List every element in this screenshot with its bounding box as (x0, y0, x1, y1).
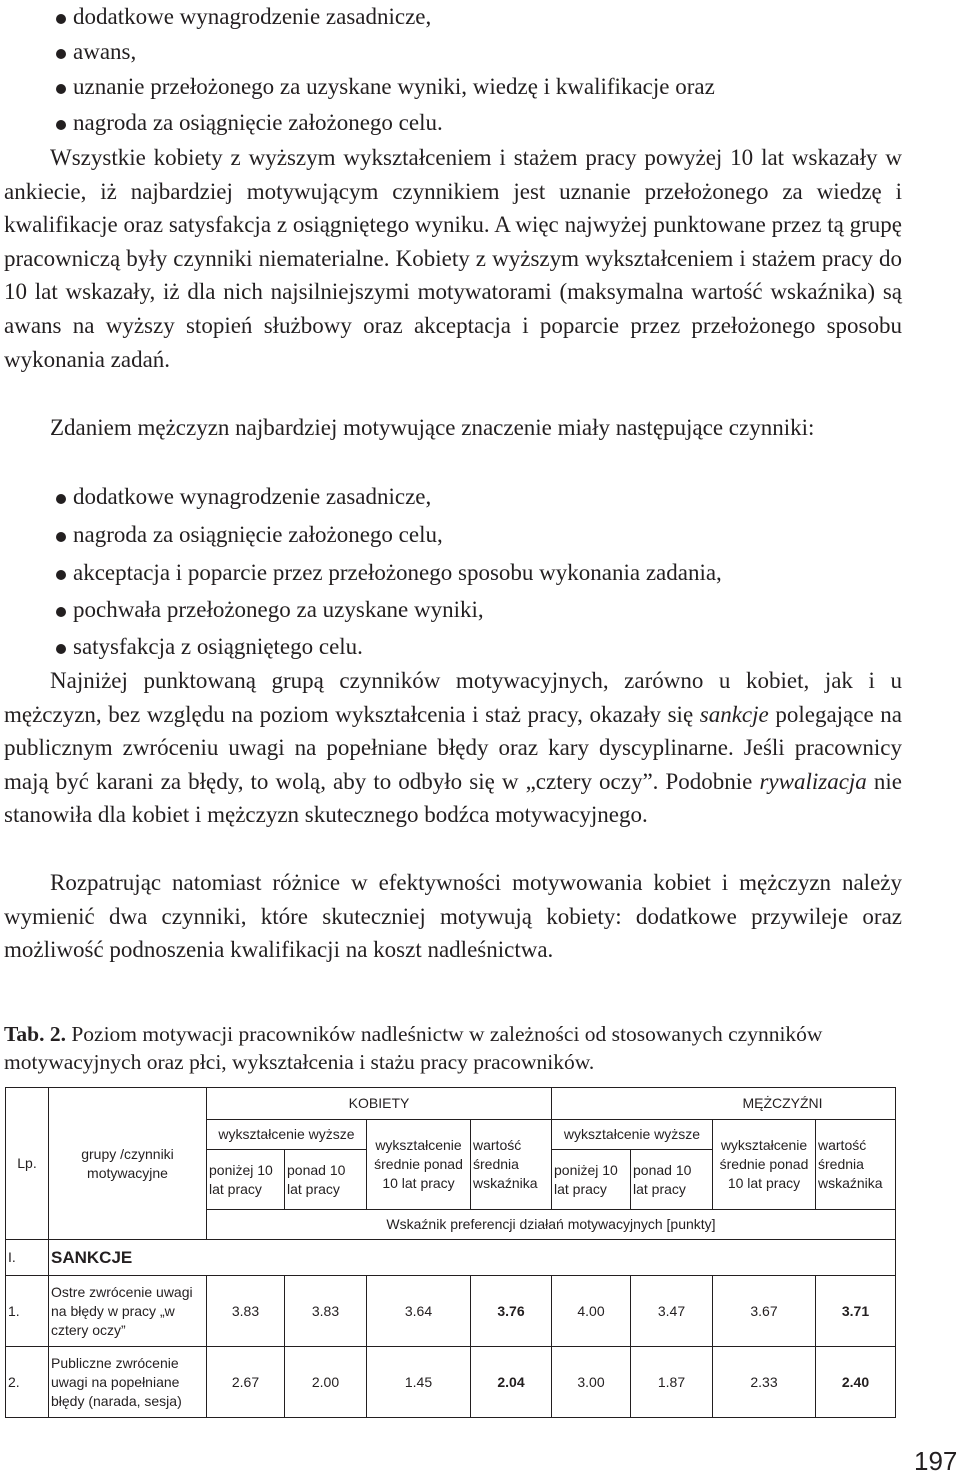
section-number: I. (6, 1240, 49, 1276)
table-cell: 3.47 (631, 1276, 713, 1347)
row-lp: 2. (6, 1347, 49, 1418)
paragraph-men-intro: Zdaniem mężczyzn najbardziej motywujące znaczenie miały następujące czynniki: (50, 415, 815, 440)
bullet-icon (56, 570, 66, 580)
bullet-icon (56, 49, 66, 59)
women-under-10-header: poniżej 10 lat pracy (207, 1150, 285, 1210)
table-cell: 3.83 (207, 1276, 285, 1347)
groups-header: grupy /czynniki motywacyjne (49, 1088, 207, 1240)
table-cell: 3.83 (285, 1276, 367, 1347)
table-cell: 1.87 (631, 1347, 713, 1418)
bullet-icon (56, 607, 66, 617)
women-header: KOBIETY (207, 1088, 552, 1120)
paragraph-differences: Rozpatrując natomiast różnice w efektywności motywowania kobiet i mężczyzn należy wymienić dwa czynniki, które skuteczniej motywują kobiety: dodatkowe przywileje oraz możliwość podnoszenia kwalifikacji na koszt nadleśnictwa. (4, 870, 902, 963)
table-cell: 2.00 (285, 1347, 367, 1418)
page-number: 197 (914, 1446, 958, 1476)
men-index-header: wartość średnia wskaźnika (816, 1120, 896, 1210)
women-secondary-header: wykształcenie średnie ponad 10 lat pracy (367, 1120, 471, 1210)
table-cell: 4.00 (552, 1276, 631, 1347)
table-caption: Tab. 2. Poziom motywacji pracowników nadleśnictw w zależności od stosowanych czynników motywacyjnych oraz płci, wykształcenia i stażu pracy pracowników. (4, 1022, 823, 1074)
lp-header: Lp. (6, 1088, 49, 1240)
men-secondary-header: wykształcenie średnie ponad 10 lat pracy (713, 1120, 816, 1210)
motivation-table (5, 1087, 896, 1418)
preference-index-header: Wskaźnik preferencji działań motywacyjnych [punkty] (207, 1210, 896, 1240)
row-factor-name: Publiczne zwrócenie uwagi na popełniane błędy (narada, sesja) (49, 1347, 207, 1418)
men-header: MĘŻCZYŹNI (552, 1088, 896, 1120)
row-factor-name: Ostre zwrócenie uwagi na błędy w pracy „w cztery oczy” (49, 1276, 207, 1347)
women-index-header: wartość średnia wskaźnika (471, 1120, 552, 1210)
table-cell: 2.40 (816, 1347, 896, 1418)
table-cell: 3.64 (367, 1276, 471, 1347)
paragraph-women: Wszystkie kobiety z wyższym wykształceniem i stażem pracy powyżej 10 lat wskazały w ankiecie, iż najbardziej motywującym czynnikiem jest uznanie przełożonego za wiedzę i kwalifikacje oraz satysfakcja z osiągniętego wyniku. A więc najwyżej punktowane przez tą grupę pracowniczą były czynniki niematerialne. Kobiety z wyższym wykształceniem i stażem pracy do 10 lat wskazały, iż dla nich najsilniejszymi motywatorami (maksymalna wartość wskaźnika) są awans na wyższy stopień służbowy oraz akceptacja i poparcie przez przełożonego sposobu wykonania zadań. (4, 145, 902, 372)
bullet-icon (56, 494, 66, 504)
men-over-10-header: ponad 10 lat pracy (631, 1150, 713, 1210)
women-over-10-header: ponad 10 lat pracy (285, 1150, 367, 1210)
row-lp: 1. (6, 1276, 49, 1347)
document-page: dodatkowe wynagrodzenie zasadnicze, awans, uznanie przełożonego za uzyskane wyniki, wiedzę i kwalifikacje oraz nagroda za osiągnięcie założonego celu. Wszystkie kobiety z wyższym wykształceniem i stażem pracy powyżej 10 lat wskazały w ankiecie, iż najbardziej motywującym czynnikiem jest uznanie przełożonego za wiedzę i kwalifikacje oraz satysfakcja z osiągniętego wyniku. A więc najwyżej punktowane przez tą grupę pracowniczą były czynniki niematerialne. Kobiety z wyższym wykształceniem i stażem pracy do 10 lat wskazały, iż dla nich najsilniejszymi motywatorami (maksymalna wartość wskaźnika) są awans na wyższy stopień służbowy oraz akceptacja i poparcie przez przełożonego sposobu wykonania zadań. Zdaniem mężczyzn najbardziej motywujące znaczenie miały następujące czynniki: dodatkowe wynagrodzenie zasadnicze, nagroda za osiągnięcie założonego celu, akceptacja i poparcie przez przełożonego sposobu wykonania zadania, pochwała przełożonego za uzyskane wyniki, satysfakcja z osiągniętego celu. Najniżej punktowaną grupą czynników motywacyjnych, zarówno u kobiet, jak i u mężczyzn, bez względu na poziom wykształcenia i staż pracy, okazały się sankcje polegające na publicznym zwróceniu uwagi na popełniane błędy oraz kary dyscyplinarne. Jeśli pracownicy mają być karani za błędy, to wolą, aby to odbyło się w „cztery oczy”. Podobnie rywalizacja nie stanowiła dla kobiet i mężczyzn skutecznego bodźca motywacyjnego. Rozpatrując natomiast różnice w efektywności motywowania kobiet i mężczyzn należy wymienić dwa czynniki, które skuteczniej motywują kobiety: dodatkowe przywileje oraz możliwość podnoszenia kwalifikacji na koszt nadleśnictwa. Tab. 2. Poziom motywacji pracowników nadleśnictw w zależności od stosowanych czynników motywacyjnych oraz płci, wykształcenia i stażu pracy pracowników. Lp. grupy /czynniki motywacyjne KOBIETY MĘŻCZYŹNI wykształcenie wyższe wykształcenie średnie ponad 10 lat pracy wartość średnia wskaźnika wykształcenie wyższe wykształcenie średnie ponad 10 lat pracy wartość średnia wskaźnika poniżej 10 lat pracy ponad 10 lat pracy poniżej 10 lat pracy ponad 10 lat pracy Wskaźnik preferencji działań motywacyjnych [punkty] I. SANKCJE 1. Ostre zwrócenie uwagi na błędy w pracy „w cztery oczy” 3.83 3.83 3.64 3.76 4.00 3.47 3.67 3.71 2. Publiczne zwrócenie uwagi na popełniane błędy (narada, sesja) 2.67 2.00 1.45 2.04 3.00 1.87 2.33 2.40 197 (4, 4, 958, 1476)
men-higher-education-header: wykształcenie wyższe (552, 1120, 713, 1150)
bullet-icon (56, 84, 66, 94)
table-cell: 3.76 (471, 1276, 552, 1347)
bullet-icon (56, 14, 66, 24)
men-under-10-header: poniżej 10 lat pracy (552, 1150, 631, 1210)
women-higher-education-header: wykształcenie wyższe (207, 1120, 367, 1150)
table-cell: 1.45 (367, 1347, 471, 1418)
bullet-icon (56, 532, 66, 542)
paragraph-sanctions: Najniżej punktowaną grupą czynników motywacyjnych, zarówno u kobiet, jak i u mężczyzn, bez względu na poziom wykształcenia i staż pracy, okazały się sankcje polegające na publicznym zwróceniu uwagi na popełniane błędy oraz kary dyscyplinarne. Jeśli pracownicy mają być karani za błędy, to wolą, aby to odbyło się w „cztery oczy”. Podobnie rywalizacja nie stanowiła dla kobiet i mężczyzn skutecznego bodźca motywacyjnego. (4, 668, 902, 828)
table-cell: 3.71 (816, 1276, 896, 1347)
section-title: SANKCJE (49, 1240, 896, 1276)
bullet-icon (56, 120, 66, 130)
table-cell: 2.33 (713, 1347, 816, 1418)
bullet-icon (56, 644, 66, 654)
table-cell: 2.04 (471, 1347, 552, 1418)
table-cell: 3.00 (552, 1347, 631, 1418)
table-cell: 3.67 (713, 1276, 816, 1347)
table-cell: 2.67 (207, 1347, 285, 1418)
